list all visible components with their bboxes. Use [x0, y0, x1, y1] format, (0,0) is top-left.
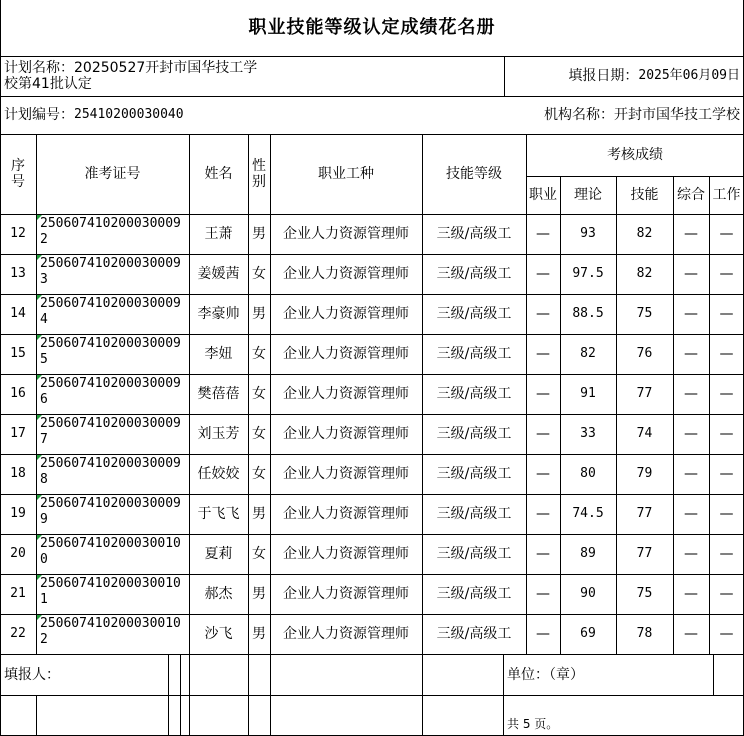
grid-hline — [0, 654, 744, 655]
row-occupation: 企业人力资源管理师 — [283, 426, 409, 442]
row-theory: 80 — [580, 466, 596, 481]
row-seq: 15 — [10, 346, 26, 361]
row-theory: 90 — [580, 586, 596, 601]
row-work: — — [719, 346, 734, 362]
grid-vline — [504, 56, 505, 96]
grid-hline — [0, 294, 744, 295]
grid-vline — [248, 134, 249, 655]
cell-marker-icon — [37, 255, 42, 260]
grid-vline — [713, 655, 714, 695]
row-exam-no: 250607410200030009 5 — [40, 336, 181, 367]
row-seq: 20 — [10, 546, 26, 561]
row-gender: 女 — [252, 466, 266, 482]
row-exam-no: 250607410200030009 7 — [40, 416, 181, 447]
grid-hline — [0, 374, 744, 375]
row-professional: — — [536, 466, 550, 482]
header-seq: 序号 — [11, 158, 25, 190]
row-comprehensive: — — [684, 386, 698, 402]
grid-vline — [422, 655, 423, 736]
row-work: — — [719, 426, 734, 442]
fill-date-value: 2025年06月09日 — [638, 68, 740, 83]
row-occupation: 企业人力资源管理师 — [283, 506, 409, 522]
cell-marker-icon — [37, 415, 42, 420]
row-theory: 97.5 — [572, 266, 604, 281]
grid-vline — [0, 0, 1, 736]
row-seq: 17 — [10, 426, 26, 441]
row-skill: 75 — [636, 306, 653, 321]
row-occupation: 企业人力资源管理师 — [283, 466, 409, 482]
row-work: — — [719, 266, 734, 282]
header-comprehensive: 综合 — [677, 187, 705, 203]
grid-hline — [0, 574, 744, 575]
row-occupation: 企业人力资源管理师 — [283, 226, 409, 242]
plan-number-label: 计划编号： — [4, 107, 74, 123]
row-skill: 76 — [636, 346, 653, 361]
row-work: — — [719, 626, 734, 642]
row-professional: — — [536, 546, 550, 562]
row-comprehensive: — — [684, 506, 698, 522]
fill-date — [504, 56, 744, 96]
grid-vline — [560, 176, 561, 655]
cell-marker-icon — [37, 215, 42, 220]
row-gender: 男 — [252, 306, 266, 322]
row-gender: 女 — [252, 426, 266, 442]
cell-marker-icon — [37, 335, 42, 340]
grid-vline — [270, 655, 271, 736]
header-occupation: 职业工种 — [318, 166, 374, 182]
row-professional: — — [536, 306, 550, 322]
plan-name-label: 计划名称： — [4, 60, 74, 76]
row-seq: 14 — [10, 306, 26, 321]
row-name: 刘玉芳 — [197, 426, 240, 442]
grid-vline — [709, 176, 710, 655]
grid-vline — [36, 134, 37, 655]
row-exam-no: 250607410200030009 4 — [40, 296, 181, 327]
row-professional: — — [536, 226, 550, 242]
plan-number-value: 25410200030040 — [74, 107, 184, 122]
row-theory: 89 — [580, 546, 596, 561]
row-exam-no: 250607410200030010 2 — [40, 616, 181, 647]
row-comprehensive: — — [684, 586, 698, 602]
grid-hline — [0, 494, 744, 495]
row-skill: 82 — [636, 226, 653, 241]
grid-hline — [0, 214, 744, 215]
row-seq: 13 — [10, 266, 26, 281]
grid-vline — [36, 695, 37, 736]
cell-marker-icon — [37, 615, 42, 620]
row-name: 任姣姣 — [197, 466, 240, 482]
row-name: 李妞 — [204, 346, 233, 362]
row-skill: 82 — [636, 266, 653, 281]
row-gender: 男 — [252, 626, 266, 642]
org-name-value: 开封市国华技工学校 — [614, 107, 740, 123]
grid-vline — [189, 134, 190, 655]
row-name: 李豪帅 — [197, 306, 240, 322]
header-name: 姓名 — [204, 166, 233, 182]
cell-marker-icon — [37, 375, 42, 380]
row-level: 三级/高级工 — [436, 386, 512, 402]
row-comprehensive: — — [684, 306, 698, 322]
grid-vline — [616, 176, 617, 655]
cell-marker-icon — [37, 535, 42, 540]
row-skill: 77 — [636, 506, 653, 521]
row-comprehensive: — — [684, 346, 698, 362]
plan-name-value: 20250527开封市国华技工学校第41批认定 — [4, 60, 258, 92]
row-skill: 77 — [636, 546, 653, 561]
row-occupation: 企业人力资源管理师 — [283, 386, 409, 402]
grid-hline — [0, 614, 744, 615]
row-professional: — — [536, 506, 550, 522]
row-comprehensive: — — [684, 626, 698, 642]
row-seq: 18 — [10, 466, 26, 481]
row-work: — — [719, 546, 734, 562]
grid-hline — [0, 334, 744, 335]
plan-name — [0, 56, 268, 96]
header-skill: 技能 — [630, 187, 659, 203]
row-work: — — [719, 306, 734, 322]
row-occupation: 企业人力资源管理师 — [283, 346, 409, 362]
row-gender: 男 — [252, 226, 266, 242]
grid-vline — [248, 655, 249, 736]
header-level: 技能等级 — [446, 166, 502, 182]
row-gender: 女 — [252, 386, 266, 402]
row-exam-no: 250607410200030010 0 — [40, 536, 181, 567]
grid-vline — [168, 655, 169, 736]
header-work: 工作 — [712, 187, 741, 203]
grid-vline — [180, 655, 181, 736]
row-gender: 女 — [252, 266, 266, 282]
row-exam-no: 250607410200030009 3 — [40, 256, 181, 287]
grid-hline — [0, 56, 744, 57]
fill-date-label: 填报日期： — [568, 68, 639, 84]
row-professional: — — [536, 346, 550, 362]
org-name — [440, 96, 744, 134]
row-gender: 女 — [252, 546, 266, 562]
row-skill: 77 — [636, 386, 653, 401]
row-seq: 16 — [10, 386, 26, 401]
row-work: — — [719, 466, 734, 482]
header-exam-no: 准考证号 — [84, 166, 141, 182]
grid-vline — [422, 134, 423, 655]
row-seq: 19 — [10, 506, 26, 521]
row-level: 三级/高级工 — [436, 226, 512, 242]
row-work: — — [719, 506, 734, 522]
row-level: 三级/高级工 — [436, 586, 512, 602]
row-exam-no: 250607410200030009 9 — [40, 496, 181, 527]
row-comprehensive: — — [684, 426, 698, 442]
row-work: — — [719, 226, 734, 242]
row-theory: 82 — [580, 346, 596, 361]
row-gender: 男 — [252, 586, 266, 602]
page-title: 职业技能等级认定成绩花名册 — [248, 17, 496, 38]
row-occupation: 企业人力资源管理师 — [283, 266, 409, 282]
cell-marker-icon — [37, 455, 42, 460]
row-professional: — — [536, 386, 550, 402]
row-name: 于飞飞 — [197, 506, 240, 522]
row-work: — — [719, 586, 734, 602]
row-theory: 93 — [580, 226, 596, 241]
grid-hline — [0, 454, 744, 455]
row-exam-no: 250607410200030009 2 — [40, 216, 181, 247]
row-level: 三级/高级工 — [436, 306, 512, 322]
row-theory: 91 — [580, 386, 596, 401]
grid-vline — [270, 134, 271, 655]
cell-marker-icon — [37, 575, 42, 580]
row-name: 姜媛茜 — [197, 266, 240, 282]
grid-hline — [0, 134, 744, 135]
grid-vline — [673, 176, 674, 655]
filler-label: 填报人： — [4, 667, 60, 683]
header-gender: 性别 — [252, 158, 266, 190]
plan-number — [0, 96, 320, 134]
row-level: 三级/高级工 — [436, 506, 512, 522]
cell-marker-icon — [37, 495, 42, 500]
row-comprehensive: — — [684, 226, 698, 242]
grid-hline — [0, 254, 744, 255]
row-professional: — — [536, 586, 550, 602]
row-skill: 78 — [636, 626, 653, 641]
row-skill: 75 — [636, 586, 653, 601]
row-theory: 33 — [580, 426, 596, 441]
row-exam-no: 250607410200030009 8 — [40, 456, 181, 487]
grid-vline — [503, 655, 504, 736]
grid-hline — [526, 176, 744, 177]
row-theory: 69 — [580, 626, 596, 641]
grid-hline — [0, 96, 744, 97]
row-professional: — — [536, 626, 550, 642]
row-seq: 21 — [10, 586, 26, 601]
row-comprehensive: — — [684, 546, 698, 562]
row-name: 夏莉 — [204, 546, 233, 562]
row-occupation: 企业人力资源管理师 — [283, 626, 409, 642]
row-level: 三级/高级工 — [436, 546, 512, 562]
org-name-label: 机构名称： — [544, 107, 614, 123]
row-gender: 女 — [252, 346, 266, 362]
header-theory: 理论 — [574, 187, 602, 203]
page-count: 共 5 页。 — [507, 717, 559, 731]
row-professional: — — [536, 426, 550, 442]
row-professional: — — [536, 266, 550, 282]
row-theory: 88.5 — [572, 306, 604, 321]
row-level: 三级/高级工 — [436, 626, 512, 642]
row-level: 三级/高级工 — [436, 266, 512, 282]
row-name: 王萧 — [204, 226, 233, 242]
row-exam-no: 250607410200030010 1 — [40, 576, 181, 607]
row-work: — — [719, 386, 734, 402]
row-seq: 12 — [10, 226, 26, 241]
row-comprehensive: — — [684, 466, 698, 482]
grid-vline — [526, 134, 527, 655]
row-seq: 22 — [10, 626, 26, 641]
row-exam-no: 250607410200030009 6 — [40, 376, 181, 407]
header-scores: 考核成绩 — [607, 147, 663, 163]
row-occupation: 企业人力资源管理师 — [283, 306, 409, 322]
row-gender: 男 — [252, 506, 266, 522]
row-skill: 79 — [636, 466, 653, 481]
row-name: 郝杰 — [204, 586, 233, 602]
grid-hline — [0, 414, 744, 415]
row-name: 樊蓓蓓 — [197, 386, 240, 402]
grid-hline — [0, 695, 744, 696]
cell-marker-icon — [37, 295, 42, 300]
row-level: 三级/高级工 — [436, 426, 512, 442]
row-occupation: 企业人力资源管理师 — [283, 546, 409, 562]
row-comprehensive: — — [684, 266, 698, 282]
header-professional: 职业 — [529, 187, 557, 203]
grid-vline — [189, 655, 190, 736]
row-skill: 74 — [636, 426, 653, 441]
row-level: 三级/高级工 — [436, 466, 512, 482]
grid-hline — [0, 534, 744, 535]
row-theory: 74.5 — [572, 506, 604, 521]
unit-seal-label: 单位：（章） — [507, 667, 584, 683]
row-occupation: 企业人力资源管理师 — [283, 586, 409, 602]
row-level: 三级/高级工 — [436, 346, 512, 362]
row-name: 沙飞 — [204, 626, 233, 642]
